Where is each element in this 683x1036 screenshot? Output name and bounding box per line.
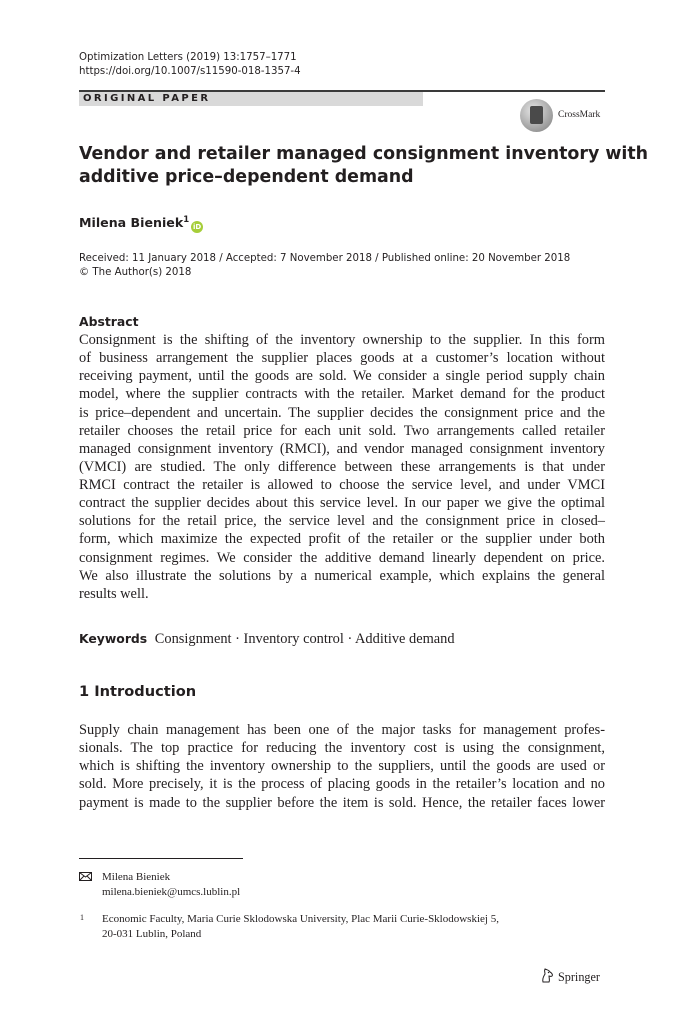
abstract-line: results well. (79, 585, 149, 602)
journal-citation (79, 51, 301, 79)
contact-email-link[interactable]: milena.bieniek@umcs.lublin.pl (102, 886, 241, 898)
abstract-line: We also illustrate the solutions by a numerical example, which explains the general (79, 567, 605, 584)
springer-horse-icon (540, 968, 555, 984)
keywords-heading: Keywords (79, 631, 148, 646)
abstract-line: Consignment is the shifting of the inventory ownership to the supplier. In this form (79, 332, 605, 348)
body-line: which is shifting the inventory ownership to the suppliers, until the goods are used or (79, 758, 605, 775)
abstract-line: is price–dependent and uncertain. The supplier decides the consignment price and the (79, 404, 605, 421)
affiliation-line: Economic Faculty, Maria Curie Sklodowska University, Plac Marii Curie-Sklodowskiej 5, (102, 913, 499, 925)
abstract-line: receiving payment, until the goods are sold. We consider a single period supply chain (79, 368, 605, 385)
author-name[interactable]: Milena Bieniek (79, 215, 184, 230)
body-line: Supply chain management has been one of the major tasks for management profes- (79, 722, 605, 738)
section-heading: 1 Introduction (79, 683, 197, 700)
abstract-line: retailer chooses the retail price for each unit sold. Two arrangements called retailer (79, 422, 605, 439)
affiliation-number: 1 (80, 913, 84, 922)
abstract-heading: Abstract (79, 314, 139, 329)
journal-volume-line: Optimization Letters (2019) 13:1757–1771 (79, 52, 297, 63)
history-dates: Received: 11 January 2018 / Accepted: 7 November 2018 / Published online: 20 November 2018 (79, 253, 571, 264)
crossmark-label: CrossMark (558, 110, 601, 120)
publication-dates (79, 252, 570, 280)
abstract-body (79, 331, 605, 603)
title-line: additive price–dependent demand (79, 167, 414, 187)
envelope-icon (79, 872, 92, 881)
article-title (79, 143, 649, 189)
abstract-line: RMCI contract the retailer is allowed to choose the service level, and under VMCI (79, 477, 605, 493)
abstract-line: solutions for the retail price, the service level and the consignment price in closed– (79, 513, 605, 530)
abstract-line: contract the supplier decides about this service level. In our paper we give the optimal (79, 495, 605, 512)
crossmark-badge[interactable] (520, 99, 608, 135)
keywords-line (79, 630, 455, 648)
author-line (79, 212, 203, 233)
introduction-body (79, 721, 605, 812)
abstract-line: (VMCI) are studied. The only difference between these arrangements is that under (79, 458, 605, 475)
abstract-line: model, where the supplier contracts with the retailer. Market demand for the product (79, 386, 605, 403)
abstract-line: of business arrangement the supplier places goods at a customer’s location without (79, 350, 605, 367)
abstract-line: managed consignment inventory (RMCI), and vendor managed consignment inventory (79, 440, 605, 457)
body-line: sold. More precisely, it is the process of placing goods in the retailer’s location and no (79, 776, 605, 793)
contact-name: Milena Bieniek (102, 871, 171, 883)
keywords-list: Consignment · Inventory control · Additive demand (154, 631, 455, 647)
article-type-label: ORIGINAL PAPER (83, 93, 211, 104)
title-line: Vendor and retailer managed consignment inventory with (79, 144, 649, 164)
abstract-line: form, which maximize the expected profit of the retailer or the supplier under both (79, 531, 605, 548)
abstract-line: consignment regimes. We consider the additive demand linearly dependent on price. (79, 549, 605, 566)
body-line: sionals. The top practice for reducing the inventory cost is using the consignment, (79, 740, 605, 757)
footnote-rule (79, 858, 243, 859)
body-line: payment is made to the supplier before the item is sold. Hence, the retailer faces lower (79, 794, 605, 811)
affiliation-line: 20-031 Lublin, Poland (102, 928, 202, 940)
publisher-name: Springer (558, 970, 600, 984)
crossmark-icon (520, 99, 553, 132)
affiliation-mark: 1 (183, 215, 190, 225)
doi-link[interactable]: https://doi.org/10.1007/s11590-018-1357-4 (79, 66, 301, 77)
copyright-line: © The Author(s) 2018 (79, 267, 192, 278)
orcid-icon[interactable]: iD (193, 223, 202, 231)
publisher-logo[interactable] (540, 968, 600, 988)
